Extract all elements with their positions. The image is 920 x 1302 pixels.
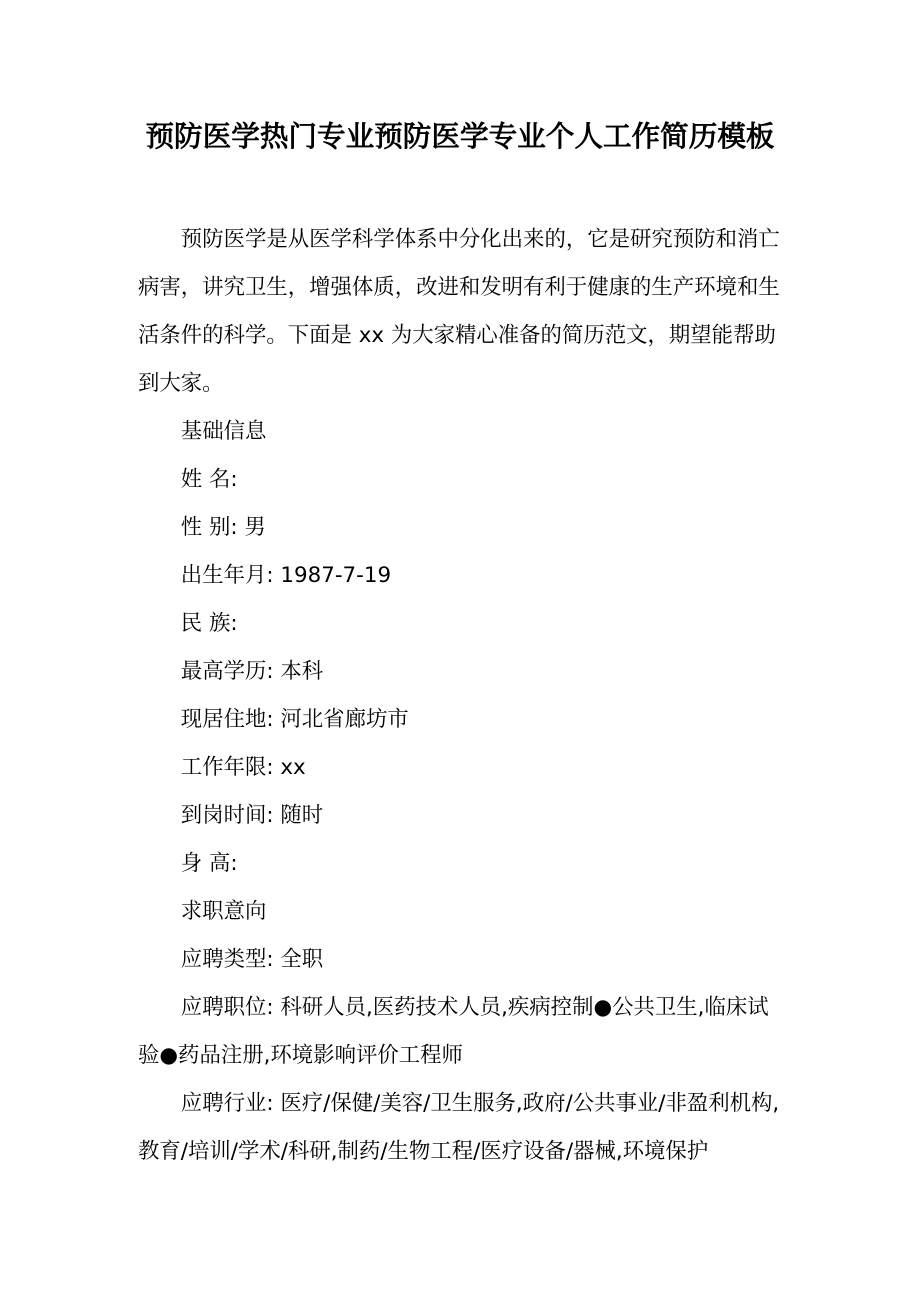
field-value: 医疗/保健/美容/卫生服务,政府/公共事业/非盈利机构,教育/培训/学术/科研,制药/生物工程/医疗设备/器械,环境保护 bbox=[138, 1091, 780, 1164]
field-label: 最高学历: bbox=[180, 659, 274, 684]
field-line-gender bbox=[138, 504, 782, 552]
field-line-birth-date bbox=[138, 552, 782, 600]
field-line-work-years bbox=[138, 744, 782, 792]
section-heading-basic-info bbox=[138, 408, 782, 456]
field-line-job-industries bbox=[138, 1080, 782, 1176]
field-label: 出生年月: bbox=[180, 563, 274, 588]
field-value: 男 bbox=[244, 515, 266, 540]
field-value: 1987-7-19 bbox=[280, 563, 392, 588]
field-value: xx bbox=[280, 755, 306, 780]
field-label: 姓 名: bbox=[180, 467, 238, 492]
field-value: 随时 bbox=[280, 803, 324, 828]
field-value: 本科 bbox=[280, 659, 324, 684]
field-value: 科研人员,医药技术人员,疾病控制●公共卫生,临床试验●药品注册,环境影响评价工程师 bbox=[138, 995, 769, 1068]
field-label: 工作年限: bbox=[180, 755, 274, 780]
field-label: 民 族: bbox=[180, 611, 238, 636]
document-content bbox=[138, 0, 782, 1176]
field-label: 应聘类型: bbox=[180, 947, 274, 972]
field-label: 到岗时间: bbox=[180, 803, 274, 828]
section-heading-text: 求职意向 bbox=[180, 899, 267, 924]
field-line-job-type bbox=[138, 936, 782, 984]
field-line-name bbox=[138, 456, 782, 504]
field-label: 身 高: bbox=[180, 851, 238, 876]
field-value: 全职 bbox=[280, 947, 324, 972]
field-label: 性 别: bbox=[180, 515, 238, 540]
field-line-education bbox=[138, 648, 782, 696]
field-value: 河北省廊坊市 bbox=[280, 707, 409, 732]
intro-paragraph: 预防医学是从医学科学体系中分化出来的，它是研究预防和消亡病害，讲究卫生，增强体质，改进和发明有利于健康的生产环境和生活条件的科学。下面是 xx 为大家精心准备的简历范文，期望能帮助到大家。 bbox=[138, 227, 780, 396]
field-label: 应聘职位: bbox=[180, 995, 274, 1020]
section-heading-job-intent bbox=[138, 888, 782, 936]
document-title: 预防医学热门专业预防医学专业个人工作简历模板 bbox=[145, 119, 775, 153]
field-line-availability bbox=[138, 792, 782, 840]
field-line-ethnicity bbox=[138, 600, 782, 648]
field-line-residence bbox=[138, 696, 782, 744]
field-line-height bbox=[138, 840, 782, 888]
field-label: 现居住地: bbox=[180, 707, 274, 732]
field-label: 应聘行业: bbox=[180, 1091, 274, 1116]
field-line-job-positions bbox=[138, 984, 782, 1080]
section-heading-text: 基础信息 bbox=[180, 419, 267, 444]
